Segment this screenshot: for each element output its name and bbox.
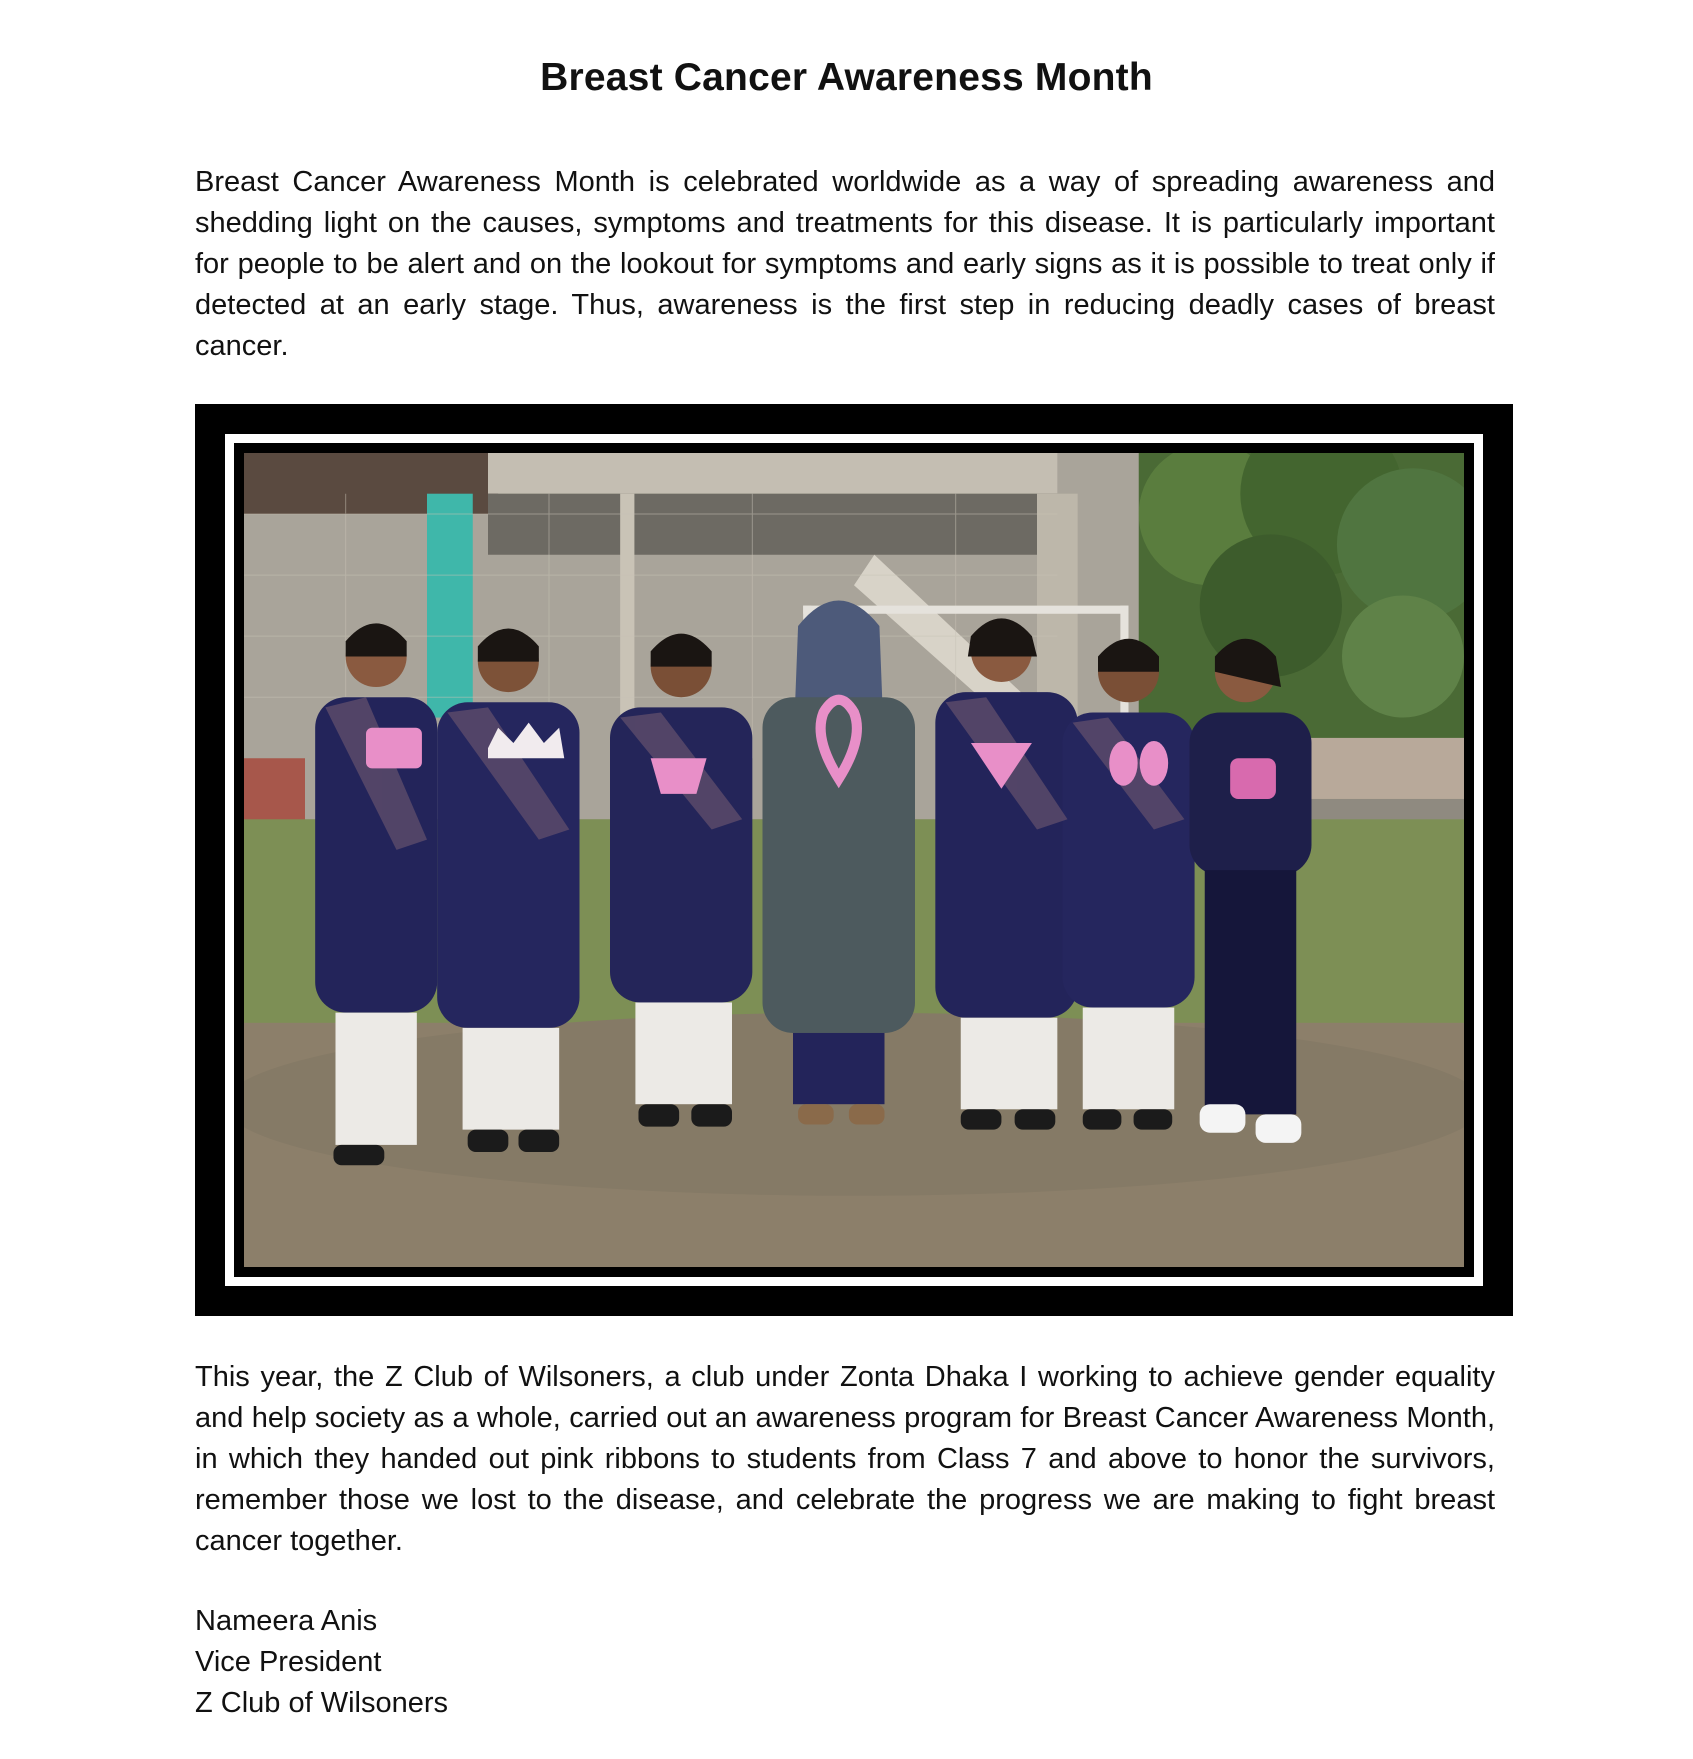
page-title: Breast Cancer Awareness Month [540, 56, 1153, 99]
signature-block [195, 1601, 448, 1724]
signature-name: Nameera Anis [195, 1605, 378, 1637]
intro-paragraph: Breast Cancer Awareness Month is celebrated worldwide as a way of spreading awareness and shedding light on the causes, symptoms and treatments for this disease. It is particularly important for people to be alert and on the lookout for symptoms and early signs as it is possible to treat only if detected at an early stage. Thus, awareness is the first step in reducing deadly cases of breast cancer. [195, 166, 1495, 362]
photo-mat [225, 434, 1483, 1286]
signature-organization: Z Club of Wilsoners [195, 1687, 449, 1719]
photo-frame [195, 404, 1513, 1316]
group-photo [244, 453, 1464, 1267]
teal-pillar [427, 494, 473, 718]
signature-role: Vice President [195, 1646, 382, 1678]
program-paragraph: This year, the Z Club of Wilsoners, a club under Zonta Dhaka I working to achieve gender equality and help society as a whole, carried out an awareness program for Breast Cancer Awareness Month, in which they handed out pink ribbons to students from Class 7 and above to honor the survivors, remember those we lost to the disease, and celebrate the progress we are making to fight breast cancer together. [195, 1361, 1495, 1557]
